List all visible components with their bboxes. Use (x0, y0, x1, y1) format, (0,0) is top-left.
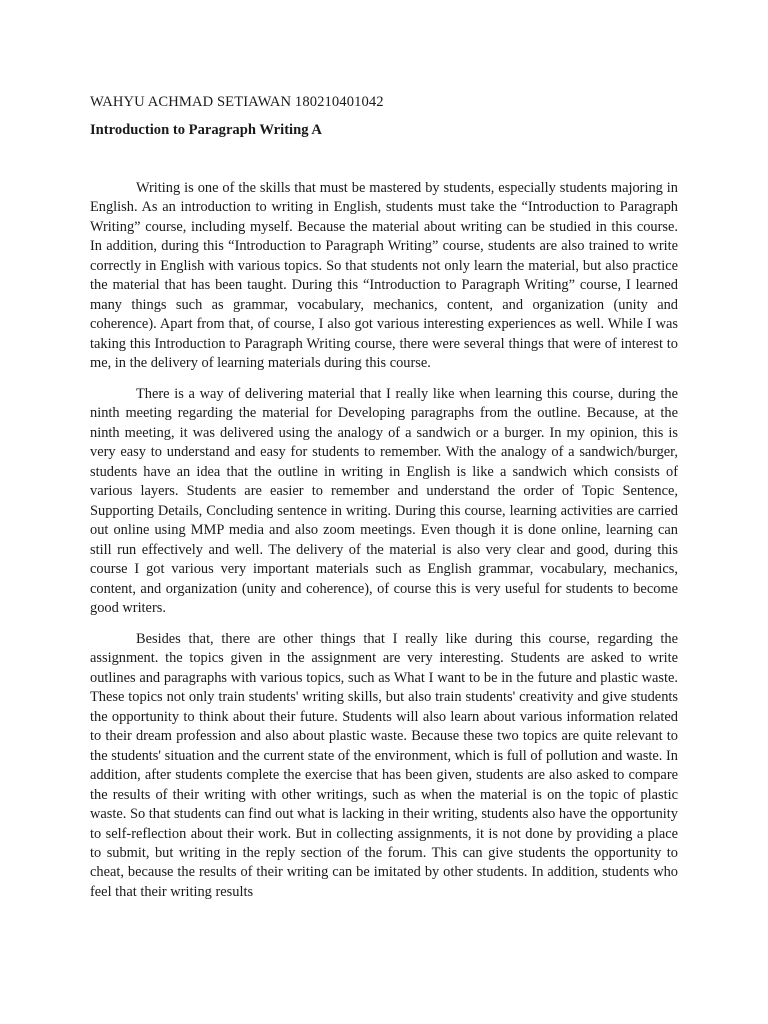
document-title: Introduction to Paragraph Writing A (90, 122, 322, 138)
author-line: WAHYU ACHMAD SETIAWAN 180210401042 (90, 94, 384, 110)
paragraph-2: There is a way of delivering material that I really like when learning this course, during the ninth meeting regarding the material for Developing paragraphs from the outline. Because, at the ninth meeting, it was delivered using the analogy of a sandwich or a burger. In my opinion, this is very easy to understand and easy for students to remember. With the analogy of a sandwich/burger, students have an idea that the outline in writing in English is like a sandwich which consists of various layers. Students are easier to remember and understand the order of Topic Sentence, Supporting Details, Concluding sentence in writing. During this course, learning activities are carried out online using MMP media and also zoom meetings. Even though it is done online, learning can still run effectively and well. The delivery of the material is also very clear and good, during this course I got various very important materials such as English grammar, vocabulary, mechanics, content, and organization (unity and coherence), of course this is very useful for students to become good writers. (90, 386, 678, 617)
paragraph-1: Writing is one of the skills that must be mastered by students, especially students majoring in English. As an introduction to writing in English, students must take the “Introduction to Paragraph Writing” course, including myself. Because the material about writing can be studied in this course. In addition, during this “Introduction to Paragraph Writing” course, students are also trained to write correctly in English with various topics. So that students not only learn the material, but also practice the material that has been taught. During this “Introduction to Paragraph Writing” course, I learned many things such as grammar, vocabulary, mechanics, content, and organization (unity and coherence). Apart from that, of course, I also got various interesting experiences as well. While I was taking this Introduction to Paragraph Writing course, there were several things that were of interest to me, in the delivery of learning materials during this course. (90, 180, 678, 372)
document-body (90, 179, 678, 914)
paragraph-3: Besides that, there are other things that I really like during this course, regarding the assignment. the topics given in the assignment are very interesting. Students are asked to write outlines and paragraphs with various topics, such as What I want to be in the future and plastic waste. These topics not only train students' writing skills, but also train students' creativity and give students the opportunity to think about their future. Students will also learn about various information related to their dream profession and also about plastic waste. Because these two topics are quite relevant to the students' situation and the current state of the environment, which is full of pollution and waste. In addition, after students complete the exercise that has been given, students are also asked to compare the results of their writing with other writings, such as when the material is on the topic of plastic waste. So that students can find out what is lacking in their writing, students also have the opportunity to self-reflection about their work. But in collecting assignments, it is not done by providing a place to submit, but writing in the reply section of the forum. This can give students the opportunity to cheat, because the results of their writing can be imitated by other students. In addition, students who feel that their writing results (90, 630, 678, 900)
